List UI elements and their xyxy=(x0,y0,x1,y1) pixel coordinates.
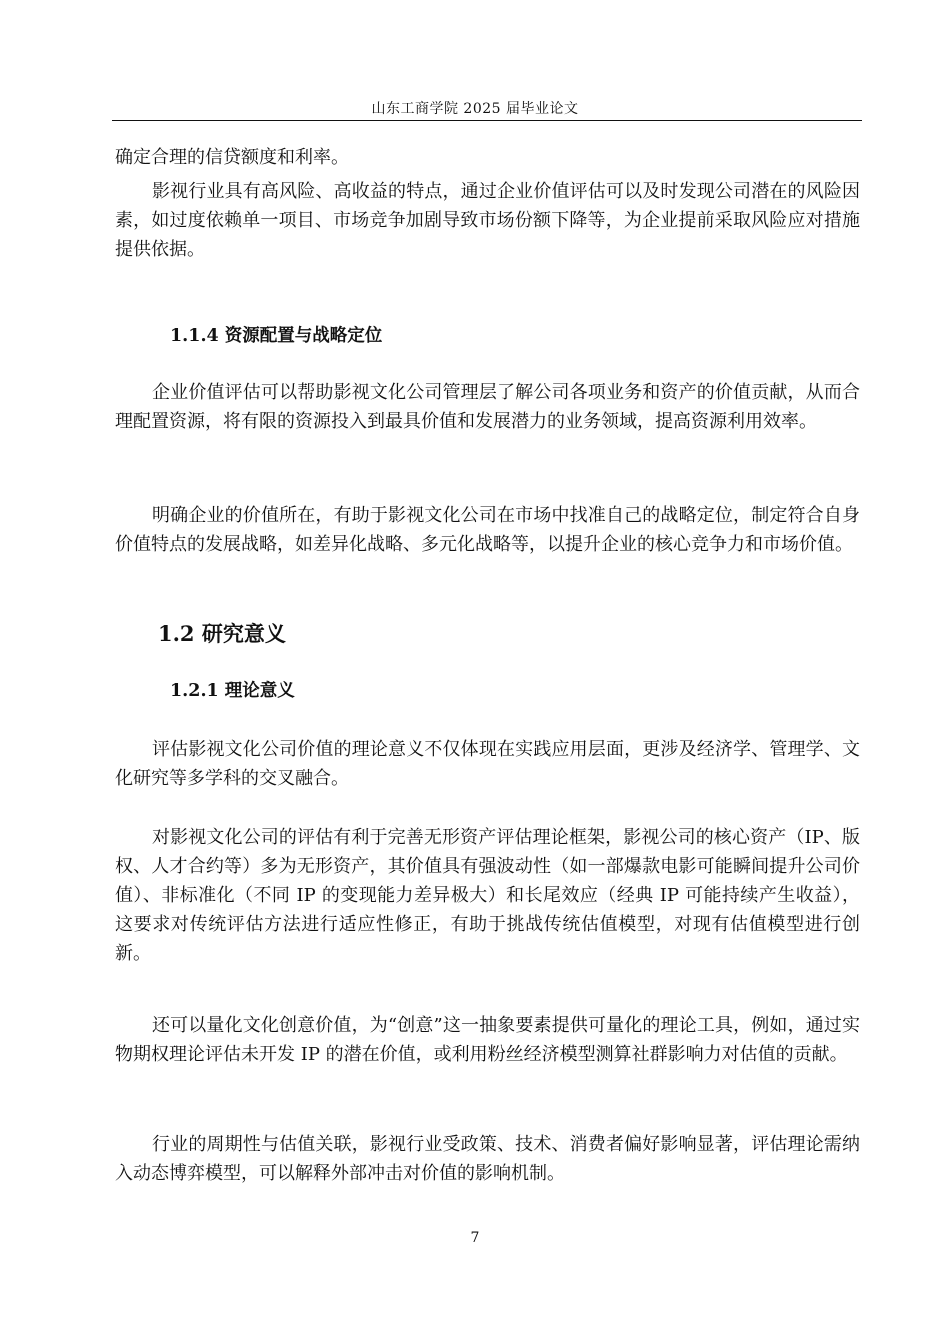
running-header: 山东工商学院 2025 届毕业论文 xyxy=(371,101,579,117)
paragraph-intangible-assets: 对影视文化公司的评估有利于完善无形资产评估理论框架，影视公司的核心资产（IP、版权、人才合约等）多为无形资产，其价值具有强波动性（如一部爆款电影可能瞬间提升公司价值）、非标准化（不同 IP 的变现能力差异极大）和长尾效应（经典 IP 可能持续产生收益），这要求对传统评估方法进行适应性修正，有助于挑战传统估值模型，对现有估值模型进行创新。 xyxy=(115,827,860,964)
paragraph-cyclicality: 行业的周期性与估值关联，影视行业受政策、技术、消费者偏好影响显著，评估理论需纳入动态博弈模型，可以解释外部冲击对价值的影响机制。 xyxy=(115,1134,860,1184)
page-number: 7 xyxy=(470,1230,480,1246)
section-heading-1-2-1: 1.2.1 理论意义 xyxy=(170,681,295,701)
paragraph-risk: 影视行业具有高风险、高收益的特点，通过企业价值评估可以及时发现公司潜在的风险因素，如过度依赖单一项目、市场竞争加剧导致市场份额下降等，为企业提前采取风险应对措施提供依据。 xyxy=(115,181,860,260)
paragraph-strategic-positioning: 明确企业的价值所在，有助于影视文化公司在市场中找准自己的战略定位，制定符合自身价值特点的发展战略，如差异化战略、多元化战略等，以提升企业的核心竞争力和市场价值。 xyxy=(115,505,860,555)
paragraph-resource-allocation: 企业价值评估可以帮助影视文化公司管理层了解公司各项业务和资产的价值贡献，从而合理配置资源，将有限的资源投入到最具价值和发展潜力的业务领域，提高资源利用效率。 xyxy=(115,382,860,432)
header-divider xyxy=(112,120,862,121)
paragraph-theoretical-significance: 评估影视文化公司价值的理论意义不仅体现在实践应用层面，更涉及经济学、管理学、文化研究等多学科的交叉融合。 xyxy=(115,739,860,789)
section-heading-1-2: 1.2 研究意义 xyxy=(158,621,286,646)
section-heading-1-1-4: 1.1.4 资源配置与战略定位 xyxy=(170,326,383,346)
paragraph-credit: 确定合理的信贷额度和利率。 xyxy=(115,147,349,168)
paragraph-creative-value: 还可以量化文化创意价值，为“创意”这一抽象要素提供可量化的理论工具，例如，通过实物期权理论评估未开发 IP 的潜在价值，或利用粉丝经济模型测算社群影响力对估值的贡献。 xyxy=(115,1015,860,1065)
